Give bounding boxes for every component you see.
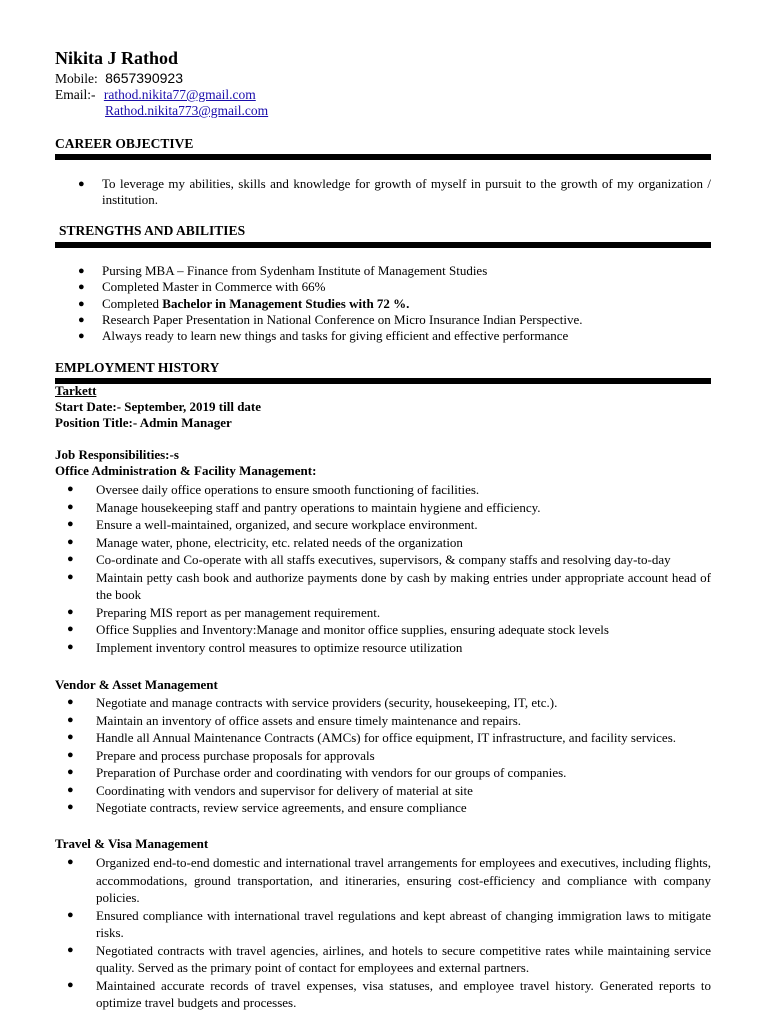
- office-admin-list: [67, 481, 711, 656]
- list-item: ● Preparing MIS report as per management requirement.: [67, 604, 381, 620]
- list-item: ● Handle all Annual Maintenance Contracts (AMCs) for office equipment, IT infrastructure, and facility services.: [67, 730, 676, 745]
- bullet-icon: ●: [67, 518, 74, 530]
- bullet-icon: ●: [67, 943, 74, 956]
- bullet-icon: ●: [78, 297, 85, 310]
- bullet-icon: ●: [67, 535, 74, 548]
- section-divider: [55, 242, 711, 248]
- list-item: ● Completed Bachelor in Management Studies with 72 %.: [78, 295, 410, 311]
- email-line: [55, 87, 256, 103]
- bullet-icon: ●: [67, 801, 74, 813]
- bullet-icon: ●: [67, 713, 74, 726]
- section-divider: [55, 154, 711, 160]
- bullet-icon: ●: [78, 281, 85, 294]
- list-item: ● Completed Master in Commerce with 66%: [78, 279, 326, 295]
- list-item: ● Prepare and process purchase proposals for approvals: [67, 747, 375, 763]
- list-item: ● Office Supplies and Inventory:Manage and monitor office supplies, ensuring adequate stock levels: [67, 622, 609, 637]
- list-item: ● Negotiate contracts, review service agreements, and ensure compliance: [67, 800, 467, 815]
- bullet-icon: ●: [78, 265, 85, 277]
- list-item: ● Implement inventory control measures to optimize resource utilization: [67, 639, 463, 655]
- email-line-2: [105, 103, 268, 119]
- list-item: ● Preparation of Purchase order and coordinating with vendors for our groups of companies.: [67, 765, 567, 780]
- bullet-icon: ●: [67, 696, 74, 708]
- section-divider: [55, 378, 711, 384]
- bullet-icon: ●: [67, 731, 74, 743]
- career-objective-heading: CAREER OBJECTIVE: [55, 136, 194, 151]
- list-item: ● Maintain petty cash book and authorize payments done by cash by making entries under appropriate account head of the book: [67, 569, 711, 602]
- list-item: ● Ensured compliance with international travel regulations and kept abreast of changing immigration laws to mitigate risks.: [67, 907, 711, 940]
- bullet-icon: ●: [67, 766, 74, 778]
- bullet-icon: ●: [67, 500, 74, 513]
- list-item: ● Always ready to learn new things and tasks for giving efficient and effective performance: [78, 328, 569, 344]
- vendor-asset-heading: Vendor & Asset Management: [55, 677, 218, 692]
- list-item: ● Organized end-to-end domestic and international travel arrangements for employees and executives, including flights, accommodations, ground transportation, and itineraries, ensuring cost-efficiency and compliance with company policies.: [67, 855, 711, 905]
- bullet-icon: ●: [67, 570, 74, 583]
- email-label: Email:-: [55, 87, 96, 102]
- company-name: Tarkett: [55, 383, 97, 398]
- bullet-icon: ●: [67, 553, 74, 565]
- list-item: ● Maintained accurate records of travel expenses, visa statuses, and employee travel history. Generated reports to optimize travel budgets and processes.: [67, 977, 711, 1010]
- job-responsibilities-label: Job Responsibilities:-s: [55, 447, 179, 462]
- email-link-primary[interactable]: rathod.nikita77@gmail.com: [103, 87, 256, 102]
- bullet-icon: ●: [78, 178, 85, 190]
- bullet-icon: ●: [78, 313, 85, 326]
- email-link-secondary[interactable]: Rathod.nikita773@gmail.com: [105, 103, 269, 118]
- list-item: ● Research Paper Presentation in National Conference on Micro Insurance Indian Perspective.: [78, 311, 583, 327]
- mobile-number: 8657390923: [105, 70, 183, 86]
- start-date: Start Date:- September, 2019 till date: [55, 399, 262, 414]
- list-item: ● Manage water, phone, electricity, etc. related needs of the organization: [67, 534, 463, 550]
- bullet-icon: ●: [67, 978, 74, 991]
- list-item: ● Pursing MBA – Finance from Sydenham Institute of Management Studies: [78, 263, 488, 278]
- list-item: ● Co-ordinate and Co-operate with all staffs executives, supervisors, & company staffs and resolving day-to-day: [67, 552, 671, 567]
- list-item: ● Negotiated contracts with travel agencies, airlines, and hotels to secure competitive rates while maintaining service quality. Served as the primary point of contact for employees and external partners.: [67, 942, 711, 975]
- list-item: ● Negotiate and manage contracts with service providers (security, housekeeping, IT, etc.).: [67, 695, 558, 710]
- bullet-icon: ●: [67, 623, 74, 635]
- list-item: ● Ensure a well-maintained, organized, and secure workplace environment.: [67, 517, 478, 532]
- travel-visa-heading: Travel & Visa Management: [55, 836, 209, 851]
- office-admin-heading: Office Administration & Facility Management:: [55, 463, 317, 478]
- bullet-icon: ●: [67, 783, 74, 796]
- career-objective-list: [78, 176, 711, 208]
- bullet-icon: ●: [67, 640, 74, 653]
- position-title: Position Title:- Admin Manager: [55, 415, 232, 430]
- candidate-name: Nikita J Rathod: [55, 48, 179, 68]
- mobile-label: Mobile:: [55, 71, 98, 86]
- list-item: ● Oversee daily office operations to ensure smooth functioning of facilities.: [67, 482, 480, 497]
- travel-visa-list: [67, 854, 711, 1012]
- list-item: ● Maintain an inventory of office assets and ensure timely maintenance and repairs.: [67, 712, 522, 728]
- employment-heading: EMPLOYMENT HISTORY: [55, 360, 220, 375]
- vendor-asset-list: [67, 694, 711, 817]
- bullet-icon: ●: [67, 605, 74, 618]
- bullet-icon: ●: [67, 856, 74, 868]
- bullet-icon: ●: [67, 908, 74, 921]
- bullet-icon: ●: [78, 330, 85, 343]
- list-item: ● To leverage my abilities, skills and knowledge for growth of myself in pursuit to the growth of my organization / institution.: [78, 176, 711, 207]
- list-item: ● Coordinating with vendors and supervisor for delivery of material at site: [67, 782, 473, 798]
- strengths-heading: STRENGTHS AND ABILITIES: [59, 223, 246, 238]
- bullet-icon: ●: [67, 748, 74, 761]
- mobile-line: [55, 70, 183, 87]
- list-item: ● Manage housekeeping staff and pantry operations to maintain hygiene and efficiency.: [67, 499, 541, 515]
- bullet-icon: ●: [67, 483, 74, 495]
- strengths-list: [78, 263, 711, 344]
